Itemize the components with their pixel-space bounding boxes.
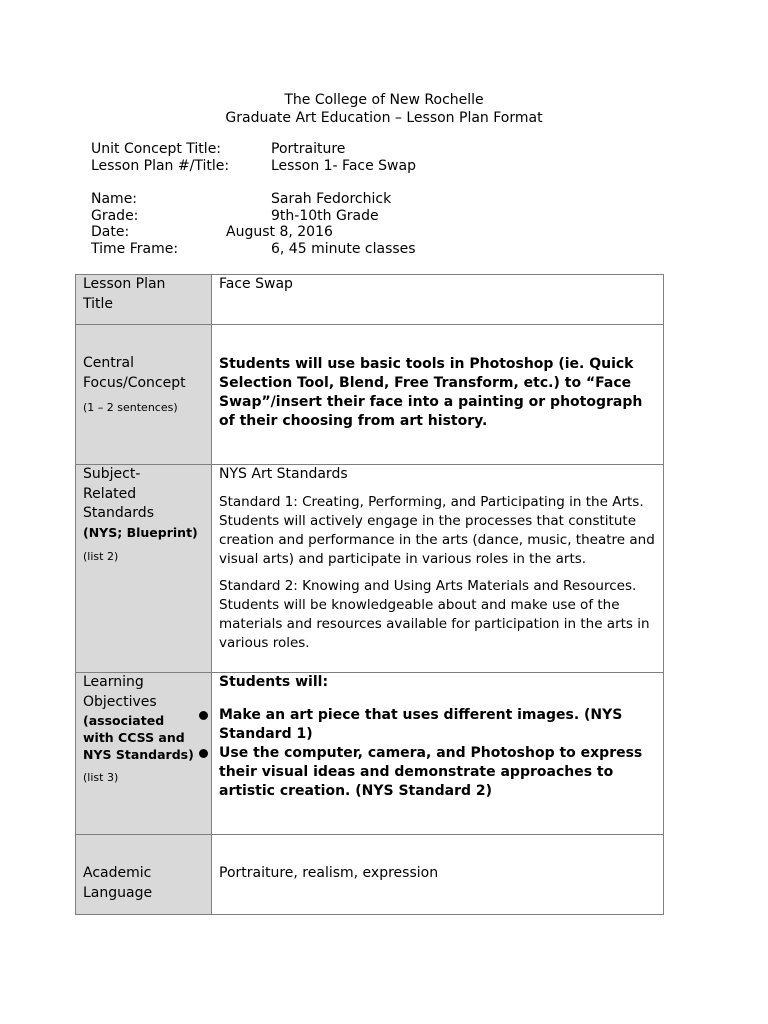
standards-value-cell [212, 465, 664, 673]
table-row-focus [76, 325, 664, 465]
document-subtitle: Graduate Art Education – Lesson Plan Format [225, 110, 543, 126]
lesson-plan-value: Lesson 1- Face Swap [271, 157, 416, 174]
table-row-standards [76, 465, 664, 673]
standards-note: (list 2) [83, 549, 119, 563]
time-frame-label: Time Frame: [91, 240, 179, 257]
objectives-label-4: with CCSS and [83, 730, 185, 745]
grade-value: 9th-10th Grade [271, 207, 379, 224]
academic-language-value: Portraiture, realism, expression [219, 865, 439, 881]
objective-2: Use the computer, camera, and Photoshop to express their visual ideas and demonstrate approaches to artistic creation. (NYS Standard 2) [219, 744, 643, 799]
standards-label-4: (NYS; Blueprint) [83, 524, 198, 540]
table-row-language [76, 835, 664, 915]
date-value: August 8, 2016 [226, 224, 333, 240]
objective-1: Make an art piece that uses different images. (NYS Standard 1) [219, 706, 623, 742]
standards-label-3: Standards [83, 505, 154, 521]
document-header [0, 91, 768, 127]
objectives-heading: Students will: [219, 674, 329, 690]
academic-language-label-cell [76, 835, 212, 915]
name-value: Sarah Fedorchick [271, 191, 392, 207]
bullet-icon [199, 749, 208, 758]
objectives-value-cell [212, 673, 664, 835]
lesson-title-label-2: Title [83, 295, 114, 312]
objectives-note: (list 3) [83, 771, 119, 784]
central-focus-label-cell [76, 325, 212, 465]
central-focus-label-2: Focus/Concept [83, 374, 186, 391]
objectives-list [219, 706, 657, 801]
objectives-label-cell [76, 673, 212, 835]
central-focus-label: Central [83, 355, 134, 371]
unit-concept-label: Unit Concept Title: [91, 141, 222, 157]
table-row-objectives [76, 673, 664, 835]
standard-2-text: Standard 2: Knowing and Using Arts Materials and Resources. Students will be knowledgeable about and make use of the materials and resources available for participation in the arts in various roles. [219, 577, 650, 651]
name-label: Name: [91, 191, 138, 207]
standards-heading: NYS Art Standards [219, 466, 348, 482]
objectives-label-3: (associated [83, 713, 165, 728]
objectives-label: Learning [83, 674, 144, 690]
bullet-icon [199, 711, 208, 720]
academic-language-label-2: Language [83, 884, 153, 901]
academic-language-label: Academic [83, 865, 152, 881]
college-name: The College of New Rochelle [284, 92, 484, 108]
standards-label-cell [76, 465, 212, 673]
objectives-label-5: NYS Standards) [83, 747, 194, 762]
standards-label: Subject- [83, 466, 141, 482]
date-label: Date: [91, 224, 130, 240]
academic-language-value-cell [212, 835, 664, 915]
standard-1-text: Standard 1: Creating, Performing, and Participating in the Arts. Students will actively engage in the processes that constitute creation and performance in the arts (dance, music, theatre and visual arts) and participate in various roles in the arts. [219, 493, 655, 567]
time-frame-value: 6, 45 minute classes [271, 240, 416, 257]
unit-concept-value: Portraiture [271, 141, 346, 157]
lesson-title-label: Lesson Plan [83, 276, 166, 292]
lesson-title-label-cell [76, 275, 212, 325]
table-row-title [76, 275, 664, 325]
grade-label: Grade: [91, 207, 139, 224]
lesson-plan-label: Lesson Plan #/Title: [91, 157, 230, 174]
objectives-label-2: Objectives [83, 693, 157, 710]
central-focus-note: (1 – 2 sentences) [83, 401, 178, 414]
lesson-plan-table [75, 274, 664, 915]
standards-label-2: Related [83, 485, 137, 502]
lesson-title-value-cell [212, 275, 664, 325]
central-focus-value-cell [212, 325, 664, 465]
central-focus-value: Students will use basic tools in Photoshop (ie. Quick Selection Tool, Blend, Free Transform, etc.) to “Face Swap”/insert their face into a painting or photograph of their choosing from art history. [219, 356, 643, 429]
lesson-title-value: Face Swap [219, 276, 293, 292]
